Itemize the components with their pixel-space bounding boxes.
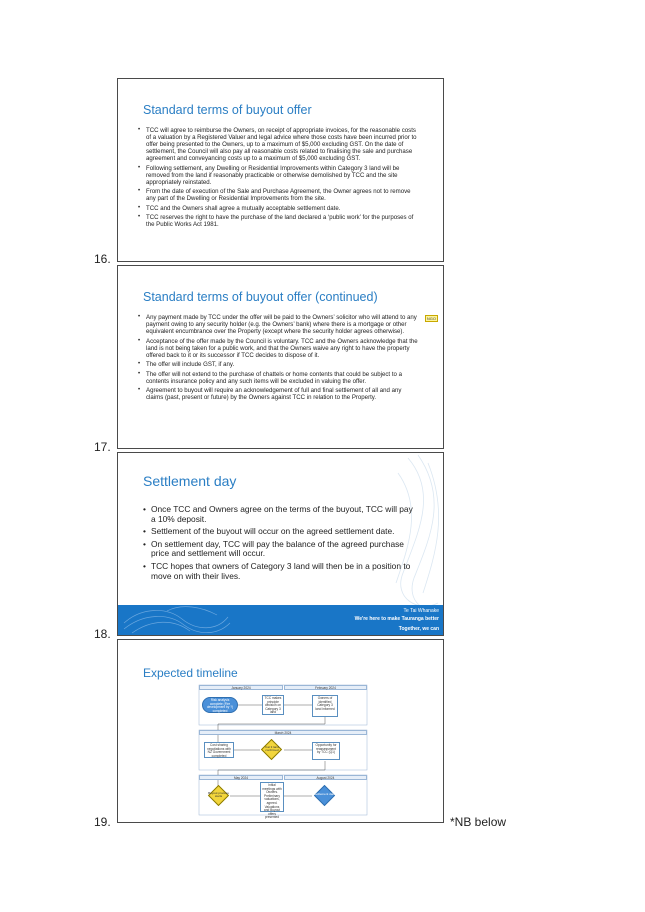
slide-number: 16.	[94, 252, 111, 266]
bullet-dot-icon: •	[143, 538, 146, 549]
footer-band	[118, 605, 444, 636]
bullet-dot-icon: •	[138, 127, 141, 133]
bullet-list	[143, 505, 418, 584]
lane-header: January 2024	[199, 685, 283, 690]
bullet-dot-icon: •	[143, 526, 146, 537]
process-node: Opportunity for reassessment by TCC (Q1)	[312, 742, 340, 760]
slide-19	[117, 639, 444, 823]
bullet-dot-icon: •	[143, 504, 146, 514]
bullet-dot-icon: •	[138, 214, 141, 221]
process-node: TCC makes principle decision on Category 3 land	[262, 695, 284, 715]
bullet-dot-icon: •	[138, 188, 141, 195]
bullet-dot-icon: •	[138, 361, 141, 368]
footnote: *NB below	[450, 815, 507, 829]
lane-header: February 2024	[284, 685, 367, 690]
slide-number: 19.	[94, 815, 111, 829]
slide-title: Settlement day	[143, 473, 237, 489]
brand-slogan: Together, we can	[398, 626, 439, 632]
bullet-item: • Settlement of the buyout will occur on the agreed settlement date.	[143, 526, 395, 537]
bullet-dot-icon: •	[138, 314, 141, 320]
bullet-item: • The offer will include GST, if any.	[138, 361, 235, 369]
bullet-item: • From the date of execution of the Sale and Purchase Agreement, the Owner agrees not to remove any part of the Dwelling or Residential Improvements from the site.	[138, 188, 411, 203]
bullet-dot-icon: •	[138, 387, 141, 394]
bullet-item: • Any payment made by TCC under the offer will be paid to the Owners’ solicitor who will attend to any payment owing to any security holder (e.g. the Owners’ bank) where there is a mortgage or other equivalent encumbrance over the Property (except where the security holder agrees otherwise). NGO	[138, 314, 436, 335]
lane-header: August 2024	[284, 775, 367, 780]
bullet-item: • Following settlement, any Dwelling or Residential Improvements within Category 3 land will be removed from the land if reasonably practicable or otherwise demolished by TCC and the site appropriately reinstated.	[138, 164, 400, 186]
slide-title: Standard terms of buyout offer	[143, 103, 312, 117]
bullet-dot-icon: •	[138, 204, 141, 211]
bullet-dot-icon: •	[143, 560, 146, 571]
bullet-item: • On settlement day, TCC will pay the balance of the agreed purchase price and settlement will occur.	[143, 538, 404, 559]
process-node: Owners of identified Category 3 land informed	[312, 695, 338, 717]
process-node: Initial meetings with Owners. Preliminary valuations, agreed. Valuations and Buyout offers presented	[260, 782, 284, 812]
process-node: Cost sharing negotiations with NZ Government completed	[204, 742, 234, 758]
bullet-item: • Acceptance of the offer made by the Council is voluntary. TCC and the Owners acknowledge that the land is not being taken for a public work, and that the Owners waive any right to have the property offered back to it or its successor if TCC decides to dispose of it.	[138, 337, 418, 359]
bullet-dot-icon: •	[138, 337, 141, 344]
bullet-item: • Agreement to buyout will require an acknowledgement of full and final settlement of all and any claims (past, present or future) by the Owners against TCC in relation to the Property.	[138, 387, 402, 402]
lane-header: March 2024	[199, 730, 367, 735]
start-node: Risk analysis complete (Fire development by ?) completed	[202, 697, 238, 713]
timeline-flowchart	[198, 684, 368, 820]
bullet-item: • TCC hopes that owners of Category 3 land will then be in a position to move on with their lives.	[143, 560, 411, 581]
end-label: Settlement date	[313, 792, 335, 796]
slide-18	[117, 452, 444, 636]
slide-16	[117, 78, 444, 262]
decision-label: Cat 3 land confirmed	[265, 745, 279, 753]
bullet-dot-icon: •	[138, 164, 141, 171]
decision-label: Buyout process starts	[208, 791, 229, 799]
slide-title: Expected timeline	[143, 666, 238, 680]
slide-number: 17.	[94, 440, 111, 454]
bullet-list	[138, 314, 436, 404]
bullet-list	[138, 127, 420, 231]
wave-pattern-icon	[122, 605, 232, 636]
slide-title: Standard terms of buyout offer (continued)	[143, 290, 378, 304]
slide-17	[117, 265, 444, 449]
brand-tagline: We're here to make Tauranga better	[354, 616, 439, 622]
comment-badge[interactable]: NGO	[426, 316, 436, 321]
bullet-dot-icon: •	[138, 370, 141, 377]
bullet-item: • TCC reserves the right to have the purchase of the land declared a ‘public work’ for the purposes of the Public Works Act 1981.	[138, 214, 414, 229]
slide-number: 18.	[94, 627, 111, 641]
lane-header: May 2024	[199, 775, 283, 780]
bullet-item: • The offer will not extend to the purchase of chattels or home contents that could be subject to a contents insurance policy and any such items will be excluded in valuing the offer.	[138, 370, 402, 385]
bullet-item: • TCC and the Owners shall agree a mutually acceptable settlement date.	[138, 204, 341, 212]
brand-maori: Te Tai Whanake	[403, 608, 439, 614]
bullet-item: • Once TCC and Owners agree on the terms of the buyout, TCC will pay a 10% deposit.	[143, 504, 413, 524]
bullet-item: • TCC will agree to reimburse the Owners, on receipt of appropriate invoices, for the reasonable costs of a valuation by a Registered Valuer and legal advice where those costs have been incurred prior to offer being presented to the Owners, up to a maximum of $5,000 excluding GST. On the date of settlement, the Council will also pay all reasonable costs related to finalising the sale and purchase agreement and conveyancing costs up to a maximum of $5,000 excluding GST.	[138, 127, 417, 162]
